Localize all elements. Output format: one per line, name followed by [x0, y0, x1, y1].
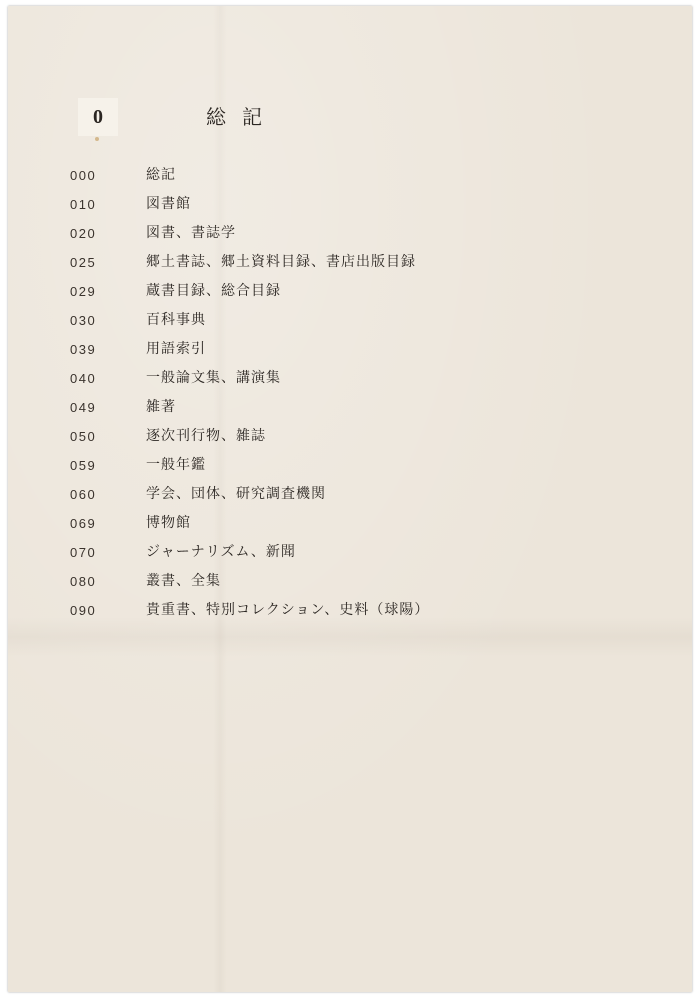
classification-list	[8, 161, 692, 625]
class-code: 040	[70, 371, 97, 386]
class-code: 069	[70, 516, 97, 531]
class-code: 029	[70, 284, 97, 299]
class-label: 郷土書誌、郷土資料目録、書店出版目録	[146, 254, 416, 270]
class-code: 060	[70, 487, 97, 502]
class-code: 025	[70, 255, 97, 270]
list-item	[8, 364, 692, 393]
chapter-header	[78, 98, 478, 138]
class-code: 080	[70, 574, 97, 589]
chapter-number: 0	[78, 98, 118, 136]
list-item	[8, 596, 692, 625]
class-label: 蔵書目録、総合目録	[146, 283, 281, 299]
class-label: 一般年鑑	[146, 457, 206, 473]
list-item	[8, 393, 692, 422]
list-item	[8, 538, 692, 567]
list-item	[8, 190, 692, 219]
paper-stain	[95, 137, 99, 141]
list-item	[8, 451, 692, 480]
class-code: 049	[70, 400, 97, 415]
list-item	[8, 219, 692, 248]
class-label: 博物館	[146, 515, 191, 531]
list-item	[8, 422, 692, 451]
class-label: 用語索引	[146, 341, 206, 357]
class-label: ジャーナリズム、新聞	[146, 544, 296, 560]
class-code: 030	[70, 313, 97, 328]
class-label: 百科事典	[146, 312, 206, 328]
class-label: 貴重書、特別コレクション、史料（球陽）	[146, 602, 430, 618]
list-item	[8, 277, 692, 306]
list-item	[8, 248, 692, 277]
class-code: 039	[70, 342, 97, 357]
class-label: 逐次刊行物、雑誌	[146, 428, 266, 444]
list-item	[8, 335, 692, 364]
class-label: 学会、団体、研究調査機関	[146, 486, 326, 502]
chapter-title: 総記	[206, 105, 278, 129]
class-code: 000	[70, 168, 97, 183]
class-code: 090	[70, 603, 97, 618]
list-item	[8, 509, 692, 538]
class-code: 070	[70, 545, 97, 560]
class-code: 050	[70, 429, 97, 444]
list-item	[8, 480, 692, 509]
class-code: 020	[70, 226, 97, 241]
class-code: 059	[70, 458, 97, 473]
class-label: 総記	[146, 167, 176, 183]
class-label: 図書館	[146, 196, 191, 212]
document-page	[8, 6, 692, 992]
class-label: 図書、書誌学	[146, 225, 236, 241]
class-label: 一般論文集、講演集	[146, 370, 281, 386]
list-item	[8, 161, 692, 190]
class-code: 010	[70, 197, 97, 212]
class-label: 叢書、全集	[146, 573, 221, 589]
list-item	[8, 567, 692, 596]
list-item	[8, 306, 692, 335]
class-label: 雑著	[146, 399, 176, 415]
